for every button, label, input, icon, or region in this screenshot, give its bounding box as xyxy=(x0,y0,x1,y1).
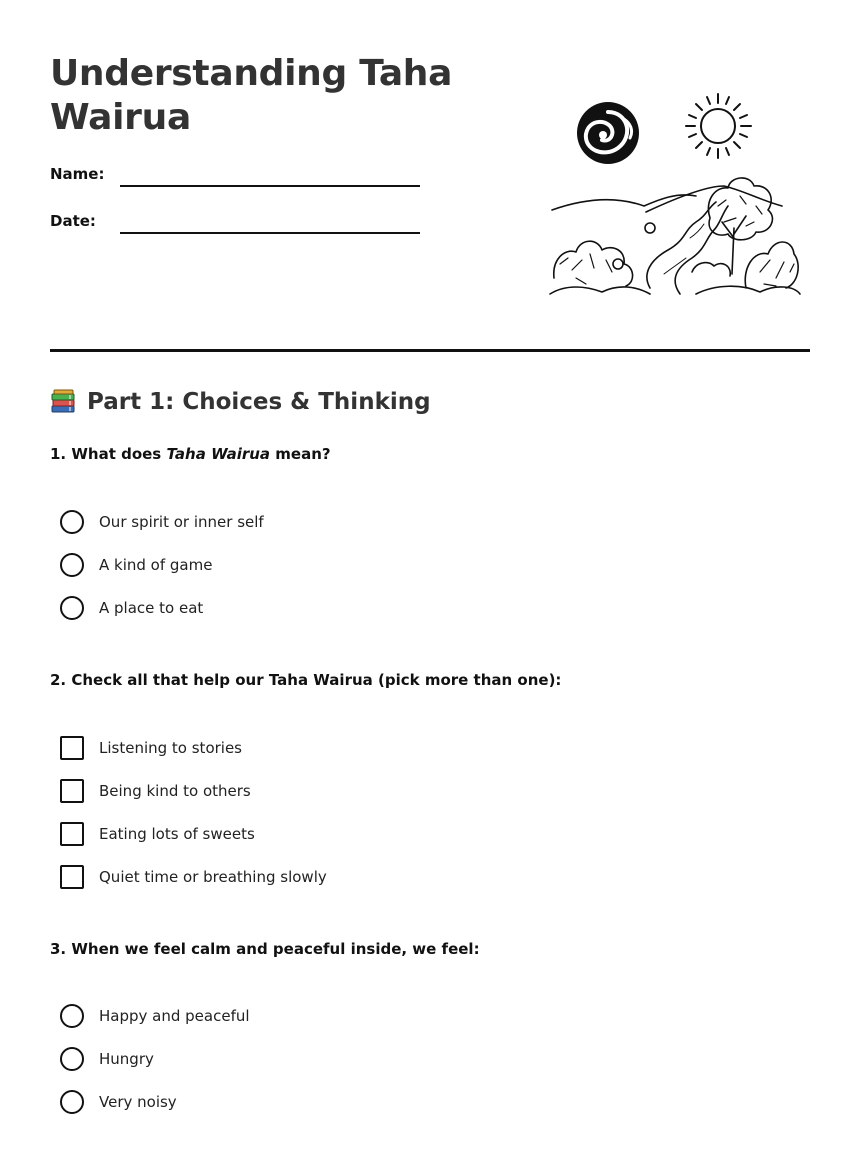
part1-heading-text: Part 1: Choices & Thinking xyxy=(87,388,431,415)
option-label: Our spirit or inner self xyxy=(99,513,264,531)
radio-button[interactable] xyxy=(60,1090,84,1114)
q2-option-2[interactable] xyxy=(60,778,251,804)
option-label: Very noisy xyxy=(99,1093,177,1111)
radio-button[interactable] xyxy=(60,1004,84,1028)
option-label: A place to eat xyxy=(99,599,204,617)
radio-button[interactable] xyxy=(60,596,84,620)
q1-option-2[interactable] xyxy=(60,552,212,578)
option-label: Happy and peaceful xyxy=(99,1007,250,1025)
name-field[interactable] xyxy=(50,165,422,191)
checkbox[interactable] xyxy=(60,822,84,846)
q3-option-3[interactable] xyxy=(60,1089,177,1115)
option-label: Hungry xyxy=(99,1050,154,1068)
sun-icon xyxy=(686,94,751,158)
date-label: Date: xyxy=(50,212,96,230)
books-icon xyxy=(50,388,77,415)
header-illustration xyxy=(546,88,802,312)
checkbox[interactable] xyxy=(60,779,84,803)
radio-button[interactable] xyxy=(60,510,84,534)
q1-option-1[interactable] xyxy=(60,509,264,535)
radio-button[interactable] xyxy=(60,553,84,577)
name-label: Name: xyxy=(50,165,105,183)
question-1-term: Taha Wairua xyxy=(166,445,271,463)
option-label: A kind of game xyxy=(99,556,213,574)
page-title: Understanding Taha Wairua xyxy=(50,53,453,138)
q2-option-3[interactable] xyxy=(60,821,255,847)
radio-button[interactable] xyxy=(60,1047,84,1071)
date-field[interactable] xyxy=(50,212,422,238)
landscape-illustration xyxy=(550,178,800,302)
question-3: 3. When we feel calm and peaceful inside, we feel: xyxy=(50,940,480,958)
option-label: Being kind to others xyxy=(99,782,251,800)
question-1 xyxy=(50,445,331,463)
name-write-line[interactable] xyxy=(120,185,420,187)
koru-icon xyxy=(577,102,639,164)
section-divider xyxy=(50,349,810,352)
q2-option-1[interactable] xyxy=(60,735,242,761)
question-1-suffix: mean? xyxy=(270,445,331,463)
date-write-line[interactable] xyxy=(120,232,420,234)
part1-heading xyxy=(50,388,431,415)
option-label: Eating lots of sweets xyxy=(99,825,255,843)
option-label: Listening to stories xyxy=(99,739,242,757)
option-label: Quiet time or breathing slowly xyxy=(99,868,327,886)
question-2: 2. Check all that help our Taha Wairua (pick more than one): xyxy=(50,671,562,689)
q3-option-2[interactable] xyxy=(60,1046,154,1072)
checkbox[interactable] xyxy=(60,736,84,760)
q1-option-3[interactable] xyxy=(60,595,203,621)
q2-option-4[interactable] xyxy=(60,864,327,890)
checkbox[interactable] xyxy=(60,865,84,889)
question-1-prefix: 1. What does xyxy=(50,445,167,463)
q3-option-1[interactable] xyxy=(60,1003,250,1029)
